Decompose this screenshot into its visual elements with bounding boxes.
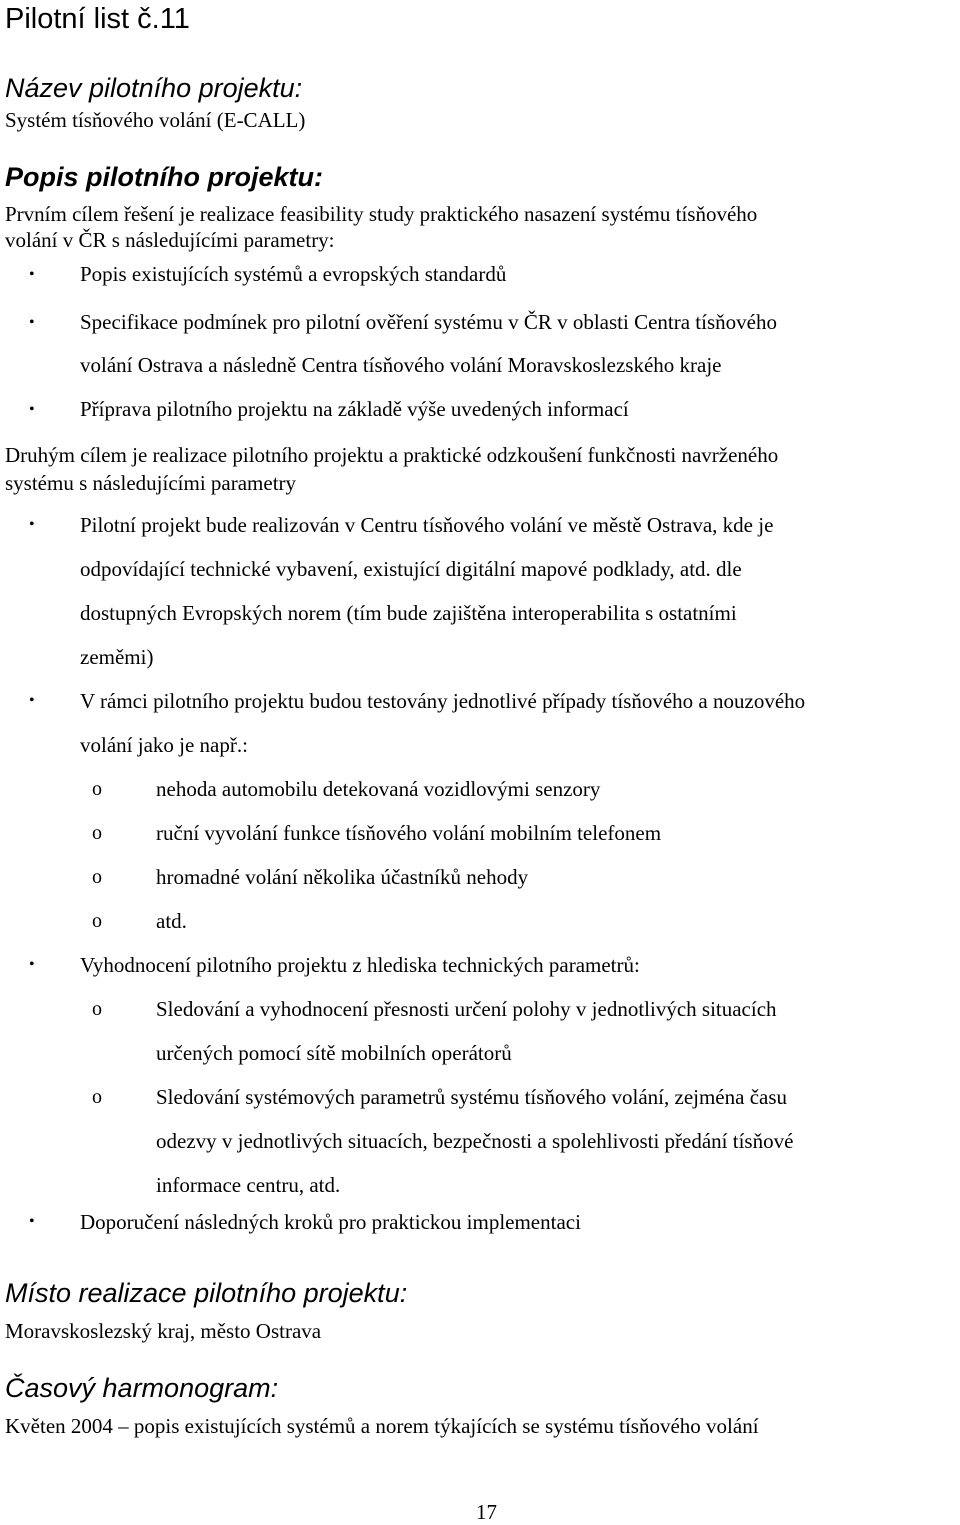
sub-list-item: [5, 899, 661, 943]
description-second-line-2: systému s následujícími parametry: [5, 471, 297, 495]
sub-bullet-icon: o: [92, 1086, 102, 1108]
description-heading: Popis pilotního projektu:: [5, 162, 323, 192]
project-name-heading: Název pilotního projektu:: [5, 73, 303, 103]
sub-list-item: [5, 987, 793, 1075]
list-item-line: volání jako je např.:: [80, 733, 248, 757]
sub-bullet-icon: o: [92, 778, 102, 800]
list-item: [5, 1207, 581, 1237]
list-item-line: zeměmi): [80, 645, 154, 669]
list-item: [5, 943, 640, 987]
list-item: [5, 397, 629, 422]
sub-list-item-text: ruční vyvolání funkce tísňového volání mobilním telefonem: [156, 821, 662, 845]
location-text: Moravskoslezský kraj, město Ostrava: [5, 1319, 322, 1343]
sub-list-item: [5, 767, 661, 811]
sub-list-item-line: odezvy v jednotlivých situacích, bezpečnosti a spolehlivosti předání tísňové: [156, 1129, 794, 1153]
sub-list-item: [5, 855, 661, 899]
sub-bullet-icon: o: [92, 998, 102, 1020]
sub-bullet-icon: o: [92, 910, 102, 932]
list-item-text: Popis existujících systémů a evropských standardů: [80, 262, 507, 286]
sub-bullet-icon: o: [92, 822, 102, 844]
page-number: 17: [476, 1500, 497, 1524]
case-sublist: [5, 767, 661, 943]
sub-list-item-text: atd.: [156, 909, 187, 933]
description-intro-line-1: Prvním cílem řešení je realizace feasibility study praktického nasazení systému tísňového: [5, 202, 758, 226]
parameters-list-1b: [5, 310, 777, 378]
list-item-text: volání Ostrava a následně Centra tísňového volání Moravskoslezského kraje: [80, 353, 722, 377]
bullet-icon: •: [29, 266, 35, 283]
parameters-list-2d: [5, 1207, 581, 1237]
sub-list-item-line: Sledování a vyhodnocení přesnosti určení polohy v jednotlivých situacích: [156, 997, 777, 1021]
list-item: [5, 679, 805, 767]
location-heading: Místo realizace pilotního projektu:: [5, 1278, 408, 1308]
page-title: Pilotní list č.11: [5, 3, 190, 35]
bullet-icon: •: [29, 314, 35, 331]
parameters-list-2b: [5, 679, 805, 767]
list-item: [5, 310, 777, 335]
evaluation-sublist: [5, 987, 793, 1207]
parameters-list-1: [5, 262, 506, 287]
parameters-list-2: [5, 503, 773, 679]
description-second-line-1: Druhým cílem je realizace pilotního projektu a praktické odzkoušení funkčnosti navrženého: [5, 443, 779, 467]
sub-bullet-icon: o: [92, 866, 102, 888]
list-item-text: Vyhodnocení pilotního projektu z hlediska technických parametrů:: [80, 953, 640, 977]
list-item-continuation: [5, 353, 777, 378]
list-item-text: Příprava pilotního projektu na základě výše uvedených informací: [80, 397, 629, 421]
sub-list-item-line: určených pomocí sítě mobilních operátorů: [156, 1041, 512, 1065]
list-item-line: odpovídající technické vybavení, existující digitální mapové podklady, atd. dle: [80, 557, 742, 581]
bullet-icon: •: [29, 692, 35, 709]
bullet-icon: •: [29, 516, 35, 533]
list-item: [5, 262, 506, 287]
list-item-line: V rámci pilotního projektu budou testovány jednotlivé případy tísňového a nouzového: [80, 689, 806, 713]
schedule-text: Květen 2004 – popis existujících systémů a norem týkajících se systému tísňového volání: [5, 1414, 759, 1438]
list-item-text: Doporučení následných kroků pro praktickou implementaci: [80, 1210, 581, 1234]
bullet-icon: •: [29, 401, 35, 418]
sub-list-item-line: Sledování systémových parametrů systému tísňového volání, zejména času: [156, 1085, 788, 1109]
sub-list-item-text: hromadné volání několika účastníků nehody: [156, 865, 529, 889]
list-item-text: Specifikace podmínek pro pilotní ověření systému v ČR v oblasti Centra tísňového: [80, 310, 777, 334]
parameters-list-2c: [5, 943, 640, 987]
sub-list-item-text: nehoda automobilu detekovaná vozidlovými senzory: [156, 777, 601, 801]
description-intro-line-2: volání v ČR s následujícími parametry:: [5, 228, 335, 252]
list-item: [5, 503, 773, 679]
list-item-line: dostupných Evropských norem (tím bude zajištěna interoperabilita s ostatními: [80, 601, 737, 625]
schedule-heading: Časový harmonogram:: [5, 1373, 279, 1403]
sub-list-item: [5, 1075, 793, 1207]
bullet-icon: •: [29, 956, 35, 973]
project-name-text: Systém tísňového volání (E-CALL): [5, 108, 306, 132]
bullet-icon: •: [29, 1213, 35, 1230]
list-item-line: Pilotní projekt bude realizován v Centru tísňového volání ve městě Ostrava, kde je: [80, 513, 774, 537]
parameters-list-1c: [5, 397, 629, 422]
sub-list-item: [5, 811, 661, 855]
sub-list-item-line: informace centru, atd.: [156, 1173, 341, 1197]
